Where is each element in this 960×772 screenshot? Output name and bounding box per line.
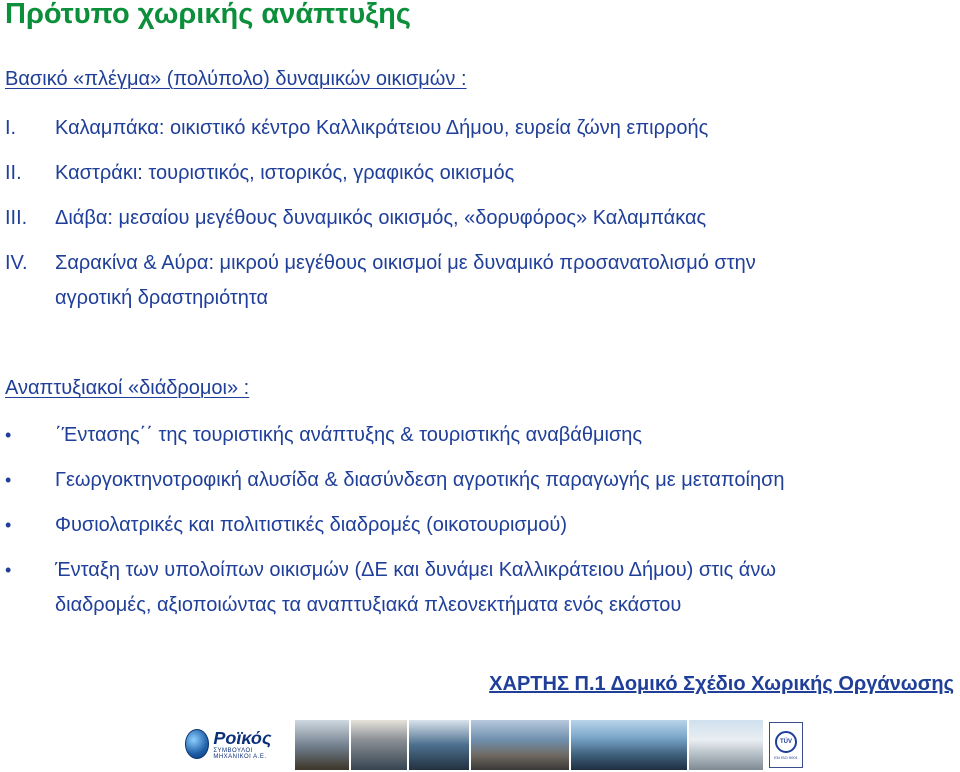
roman-numeral: IV. (5, 252, 28, 274)
settlement-text-line-1: Σαρακίνα & Αύρα: μικρού μεγέθους οικισμοί με δυναμικό προσανατολισμό στην (55, 252, 756, 274)
footer-photo-highway (471, 720, 569, 770)
footer-photo-engineers (351, 720, 407, 770)
footer-banner (185, 718, 960, 772)
company-logo (185, 722, 289, 766)
corridor-text-line-1: Ένταξη των υπολοίπων οικισμών (ΔΕ και δυνάμει Καλλικράτειου Δήμου) στις άνω (55, 559, 776, 581)
footer-photo-meeting (409, 720, 469, 770)
map-link[interactable]: ΧΑΡΤΗΣ Π.1 Δομικό Σχέδιο Χωρικής Οργάνωσης (489, 673, 954, 695)
corridor-text: Γεωργοκτηνοτροφική αλυσίδα & διασύνδεση αγροτικής παραγωγής με μεταποίηση (55, 469, 785, 491)
roman-numeral: III. (5, 207, 28, 229)
cert-label: EN ISO 9001 (774, 754, 798, 760)
logo-name: Ροϊκός (213, 728, 272, 748)
page-title: Πρότυπο χωρικής ανάπτυξης (5, 0, 411, 30)
globe-icon (185, 729, 209, 759)
settlement-text: Διάβα: μεσαίου μεγέθους δυναμικός οικισμός, «δορυφόρος» Καλαμπάκας (55, 207, 707, 229)
settlement-text-line-2: αγροτική δραστηριότητα (55, 287, 269, 309)
bullet-icon: • (5, 560, 12, 580)
corridor-text-line-2: διαδρομές, αξιοποιώντας τα αναπτυξιακά πλεονεκτήματα ενός εκάστου (55, 594, 682, 616)
bullet-icon: • (5, 425, 12, 445)
corridor-text: ΄Έντασης΄΄ της τουριστικής ανάπτυξης & τουριστικής αναβάθμισης (55, 424, 643, 446)
roman-numeral: II. (5, 162, 22, 184)
bullet-icon: • (5, 515, 12, 535)
certification-badge (769, 722, 803, 768)
corridors-heading: Αναπτυξιακοί «διάδρομοι» : (5, 377, 250, 399)
settlement-text: Καστράκι: τουριστικός, ιστορικός, γραφικός οικισμός (55, 162, 515, 184)
footer-photo-surveyor (295, 720, 349, 770)
footer-photo-building (689, 720, 763, 770)
settlement-text: Καλαμπάκα: οικιστικό κέντρο Καλλικράτειου Δήμου, ευρεία ζώνη επιρροής (55, 117, 709, 139)
bullet-icon: • (5, 470, 12, 490)
footer-photo-bridge (571, 720, 687, 770)
settlements-heading: Βασικό «πλέγμα» (πολύπολο) δυναμικών οικισμών : (5, 68, 467, 90)
roman-numeral: I. (5, 117, 17, 139)
corridor-text: Φυσιολατρικές και πολιτιστικές διαδρομές (οικοτουρισμού) (55, 514, 567, 536)
tuv-icon: TÜV (775, 731, 797, 753)
logo-subtitle: ΣΥΜΒΟΥΛΟΙ ΜΗΧΑΝΙΚΟΙ Α.Ε. (213, 748, 267, 760)
